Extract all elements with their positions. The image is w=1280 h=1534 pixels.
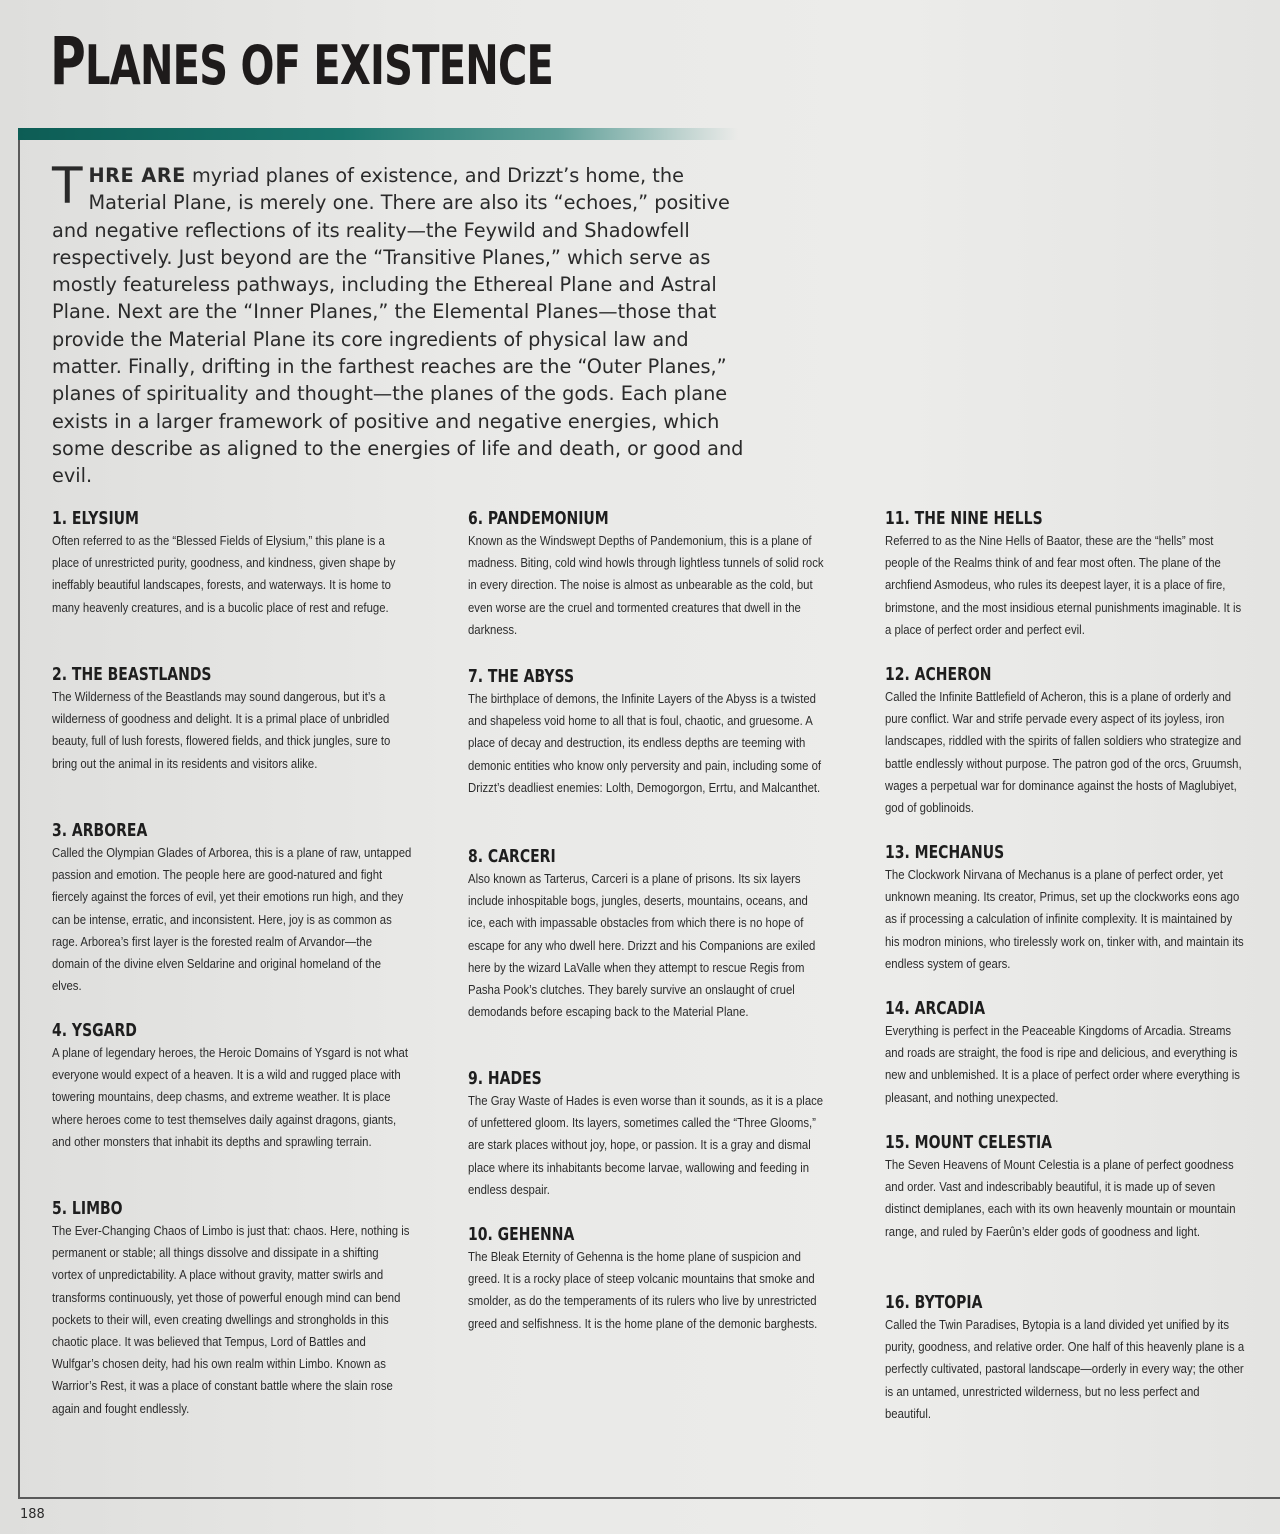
plane-heading: 5. LIMBO (52, 1199, 123, 1219)
page-title (50, 22, 553, 106)
plane-heading: 4. YSGARD (52, 1021, 137, 1041)
plane-description: A plane of legendary heroes, the Heroic Domains of Ysgard is not what everyone would expect of a heaven. It is a wild and rugged place with towering mountains, deep chasms, and extreme weather. It is place where heroes come to test themselves daily against dragons, giants, and other monsters that inhabit its depths and sprawling terrain. (52, 1045, 408, 1149)
title-rest: LANES OF EXISTENCE (85, 34, 554, 97)
plane-heading: 16. BYTOPIA (885, 1293, 983, 1313)
plane-description: Known as the Windswept Depths of Pandemonium, this is a plane of madness. Biting, cold wind howls through lightless tunnels of solid rock in every direction. The noise is almost as unbearable as the cold, but even worse are the cruel and tormented creatures that dwell in the darkness. (468, 533, 824, 637)
plane-heading: 11. THE NINE HELLS (885, 509, 1043, 529)
plane-description: Referred to as the Nine Hells of Baator, these are the “hells” most people of the Realms think of and fear most often. The plane of the archfiend Asmodeus, who rules its deepest layer, it is a place of fire, brimstone, and the most insidious eternal punishments imaginable. It is a place of perfect order and perfect evil. (885, 533, 1242, 637)
page-number: 188 (20, 1507, 45, 1522)
plane-description: Called the Twin Paradises, Bytopia is a land divided yet unified by its purity, goodness, and relative order. One half of this heavenly plane is a perfectly cultivated, pastoral landscape—orderly in every way; the other is an untamed, unrestricted wilderness, but no less perfect and beautiful. (885, 1317, 1245, 1421)
plane-entry-arborea (52, 820, 417, 997)
plane-entry-acheron (885, 664, 1250, 819)
plane-entry-elysium (52, 508, 417, 619)
intro-text: myriad planes of existence, and Drizzt’s home, the Material Plane, is merely one. There are also its “echoes,” positive and negative reflections of its reality—the Feywild and Shadowfell respectively. Just beyond are the “Transitive Planes,” which serve as mostly featureless pathways, including the Ethereal Plane and Astral Plane. Next are the “Inner Planes,” the Elemental Planes—those that provide the Material Plane its core ingredients of physical law and matter. Finally, drifting in the farthest reaches are the “Outer Planes,” planes of spirituality and thought—the planes of the gods. Each plane exists in a larger framework of positive and negative energies, which some describe as aligned to the energies of life and death, or good and evil. (52, 164, 744, 488)
plane-heading: 7. THE ABYSS (468, 667, 575, 687)
page-frame-bottom-rule (18, 1497, 1280, 1499)
plane-description: Called the Infinite Battlefield of Acheron, this is a plane of orderly and pure conflict. War and strife pervade every aspect of its joyless, iron landscapes, riddled with the spirits of fallen soldiers who strategize and battle endlessly without purpose. The patron god of the orcs, Gruumsh, wages a perpetual war for dominance against the hosts of Maglubiyet, god of goblinoids. (885, 689, 1242, 816)
plane-entry-ysgard (52, 1020, 417, 1153)
plane-entry-beastlands (52, 664, 417, 775)
plane-heading: 1. ELYSIUM (52, 509, 139, 529)
plane-entry-mechanus (885, 842, 1250, 975)
plane-description: The Bleak Eternity of Gehenna is the home plane of suspicion and greed. It is a rocky place of steep volcanic mountains that smoke and smolder, as do the temperaments of its rulers who live by unrestricted greed and selfishness. It is the home plane of the demonic barghests. (468, 1249, 818, 1331)
plane-description: Often referred to as the “Blessed Fields of Elysium,” this plane is a place of unrestricted purity, goodness, and kindness, given shape by ineffably beautiful landscapes, forests, and waterways. It is home to many heavenly creatures, and is a bucolic place of rest and refuge. (52, 533, 396, 615)
plane-entry-hades (468, 1068, 833, 1201)
plane-heading: 8. CARCERI (468, 847, 556, 867)
plane-entry-nine-hells (885, 508, 1250, 641)
plane-heading: 6. PANDEMONIUM (468, 509, 609, 529)
plane-entry-bytopia (885, 1292, 1250, 1425)
plane-heading: 14. ARCADIA (885, 999, 986, 1019)
plane-description: The Wilderness of the Beastlands may sound dangerous, but it’s a wilderness of goodness and delight. It is a primal place of unbridled beauty, full of lush forests, flowered fields, and thick jungles, sure to bring out the animal in its residents and visitors alike. (52, 689, 391, 771)
plane-heading: 9. HADES (468, 1069, 542, 1089)
plane-heading: 2. THE BEASTLANDS (52, 665, 212, 685)
plane-heading: 3. ARBOREA (52, 821, 148, 841)
plane-description: The birthplace of demons, the Infinite Layers of the Abyss is a twisted and shapeless void home to all that is foul, chaotic, and gruesome. A place of decay and destruction, its endless depths are teeming with demonic entities who know only perversity and pain, including some of Drizzt’s deadliest enemies: Lolth, Demogorgon, Errtu, and Malcanthet. (468, 691, 822, 795)
plane-description: The Seven Heavens of Mount Celestia is a plane of perfect goodness and order. Vast and indescribably beautiful, it is made up of seven distinct demiplanes, each with its own heavenly mountain or mountain range, and ruled by Faerûn’s elder gods of goodness and light. (885, 1157, 1236, 1239)
plane-entry-limbo (52, 1198, 417, 1420)
plane-description: Also known as Tarterus, Carceri is a plane of prisons. Its six layers include inhospitable bogs, jungles, deserts, mountains, oceans, and ice, each with impassable obstacles from which there is no hope of escape for any who dwell here. Drizzt and his Companions are exiled here by the wizard LaValle when they attempt to rescue Regis from Pasha Pook’s clutches. They barely survive an onslaught of cruel demodands before escaping back to the Material Plane. (468, 871, 816, 1020)
plane-description: Called the Olympian Glades of Arborea, this is a plane of raw, untapped passion and emotion. The people here are good-natured and fight fiercely against the forces of evil, yet their emotions run high, and they can be intense, erratic, and inconsistent. Here, joy is as common as rage. Arborea’s first layer is the forested realm of Arvandor—the domain of the divine elven Seldarine and original homeland of the elves. (52, 845, 412, 994)
intro-lead: HRE ARE (88, 164, 186, 187)
plane-entry-mount-celestia (885, 1132, 1250, 1243)
plane-entry-carceri (468, 846, 833, 1023)
title-underline-bar (18, 128, 738, 140)
plane-entry-arcadia (885, 998, 1250, 1109)
plane-entry-abyss (468, 666, 833, 799)
plane-description: Everything is perfect in the Peaceable Kingdoms of Arcadia. Streams and roads are straight, the food is ripe and delicious, and everything is new and unblemished. It is a place of perfect order where everything is pleasant, and nothing unexpected. (885, 1023, 1240, 1105)
plane-heading: 10. GEHENNA (468, 1225, 575, 1245)
plane-heading: 12. ACHERON (885, 665, 992, 685)
plane-heading: 15. MOUNT CELESTIA (885, 1133, 1053, 1153)
title-first-letter: P (50, 23, 86, 100)
plane-description: The Ever-Changing Chaos of Limbo is just that: chaos. Here, nothing is permanent or stable; all things dissolve and dissipate in a shifting vortex of unpredictability. A place without gravity, matter swirls and transforms continuously, yet those of powerful enough mind can bend pockets to their will, even creating dwellings and strongholds in this chaotic place. It was believed that Tempus, Lord of Battles and Wulfgar’s chosen deity, had his own realm within Limbo. Known as Warrior’s Rest, it was a place of constant battle where the slain rose again and fought endlessly. (52, 1223, 410, 1416)
plane-description: The Clockwork Nirvana of Mechanus is a plane of perfect order, yet unknown meaning. Its creator, Primus, set up the clockworks eons ago as if processing a calculation of infinite complexity. It is maintained by his modron minions, who tirelessly work on, tinker with, and maintain its endless system of gears. (885, 867, 1244, 971)
plane-heading: 13. MECHANUS (885, 843, 1005, 863)
page-frame-left-rule (18, 128, 20, 1498)
plane-entry-pandemonium (468, 508, 833, 641)
plane-entry-gehenna (468, 1224, 833, 1335)
plane-description: The Gray Waste of Hades is even worse than it sounds, as it is a place of unfettered gloom. Its layers, sometimes called the “Three Glooms,” are stark places without joy, hope, or passion. It is a gray and dismal place where its inhabitants become larvae, wallowing and feeding in endless despair. (468, 1093, 824, 1197)
intro-drop-cap: T (52, 157, 83, 215)
intro-paragraph (52, 157, 752, 490)
